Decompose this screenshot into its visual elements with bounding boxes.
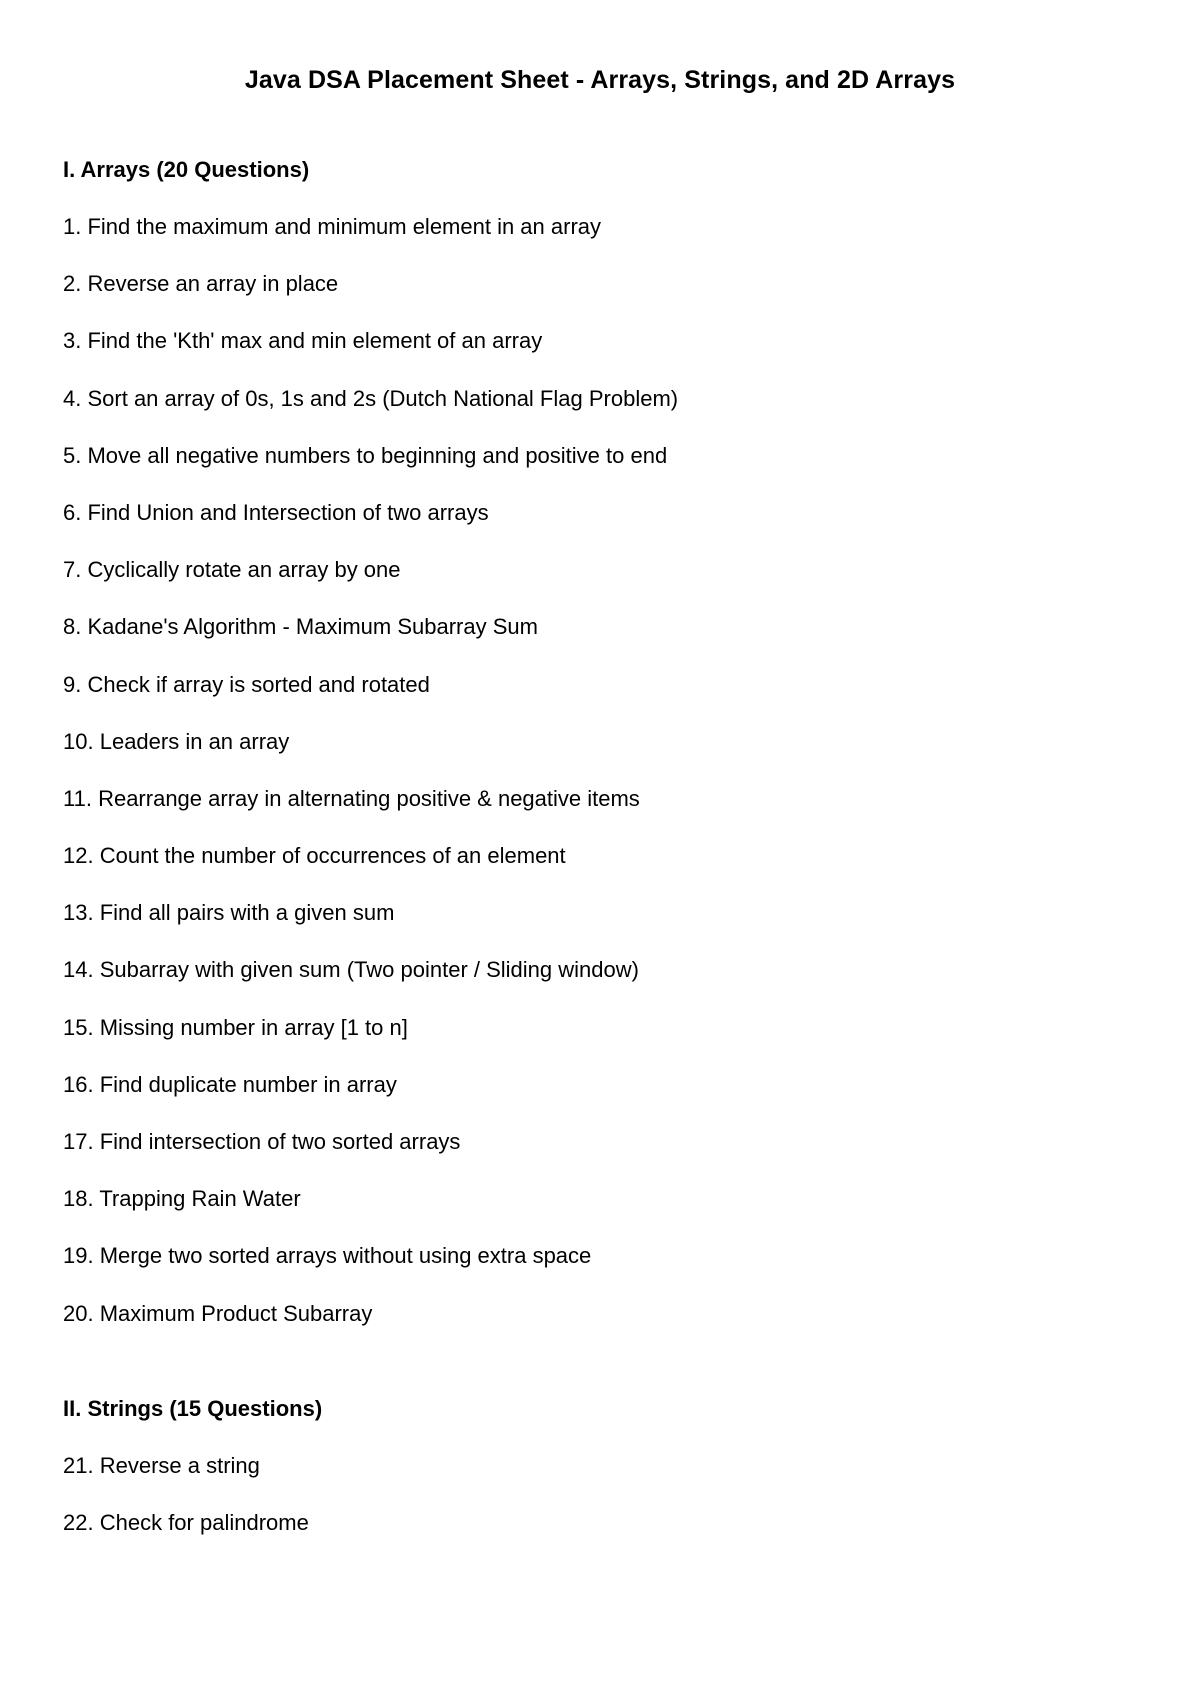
question-text: Merge two sorted arrays without using extra space bbox=[99, 1243, 592, 1269]
question-item bbox=[63, 614, 1143, 640]
question-text: Rearrange array in alternating positive & negative items bbox=[98, 785, 640, 811]
question-text: Sort an array of 0s, 1s and 2s (Dutch National Flag Problem) bbox=[87, 385, 679, 411]
question-text: Maximum Product Subarray bbox=[99, 1300, 373, 1326]
section-heading: I. Arrays (20 Questions) bbox=[63, 157, 310, 182]
section-arrays bbox=[63, 157, 1143, 1358]
question-text: Missing number in array [1 to n] bbox=[99, 1014, 408, 1040]
question-number: 18 . bbox=[63, 1186, 99, 1211]
question-number: 2 . bbox=[63, 271, 87, 296]
question-item bbox=[63, 1186, 1143, 1212]
question-text: Reverse a string bbox=[99, 1453, 260, 1478]
question-text: Trapping Rain Water bbox=[99, 1186, 301, 1212]
question-number: 1 . bbox=[63, 214, 87, 239]
question-text: Find the maximum and minimum element in an array bbox=[87, 214, 602, 239]
question-item bbox=[63, 1510, 1143, 1536]
question-number: 11 . bbox=[63, 786, 98, 811]
section-strings bbox=[63, 1396, 1143, 1567]
question-item bbox=[63, 672, 1143, 698]
question-item bbox=[63, 386, 1143, 412]
question-number: 6 . bbox=[63, 500, 87, 525]
question-number: 8 . bbox=[63, 614, 87, 639]
question-text: Reverse an array in place bbox=[87, 271, 339, 297]
question-number: 13 . bbox=[63, 900, 100, 925]
question-number: 7 . bbox=[63, 557, 87, 582]
question-number: 5 . bbox=[63, 443, 87, 468]
question-list bbox=[63, 214, 1143, 1327]
question-item bbox=[63, 957, 1143, 983]
question-item bbox=[63, 900, 1143, 926]
question-item bbox=[63, 271, 1143, 297]
question-item bbox=[63, 443, 1143, 469]
question-number: 10 . bbox=[63, 729, 100, 754]
question-number: 17 . bbox=[63, 1129, 100, 1154]
question-item bbox=[63, 1243, 1143, 1269]
question-text: Kadane's Algorithm - Maximum Subarray Sum bbox=[87, 614, 538, 640]
question-item bbox=[63, 500, 1143, 526]
question-item bbox=[63, 1301, 1143, 1327]
question-item bbox=[63, 1015, 1143, 1041]
question-number: 3 . bbox=[63, 328, 87, 353]
question-number: 21 . bbox=[63, 1453, 100, 1478]
question-item bbox=[63, 557, 1143, 583]
question-text: Leaders in an array bbox=[99, 728, 290, 754]
question-text: Find intersection of two sorted arrays bbox=[99, 1129, 461, 1154]
question-item bbox=[63, 1072, 1143, 1098]
question-item bbox=[63, 214, 1143, 240]
question-number: 9 . bbox=[63, 672, 87, 697]
question-item bbox=[63, 1129, 1143, 1155]
question-text: Subarray with given sum (Two pointer / Sliding window) bbox=[99, 957, 639, 983]
question-number: 16 . bbox=[63, 1072, 100, 1097]
question-number: 22 . bbox=[63, 1510, 100, 1535]
question-text: Count the number of occurrences of an element bbox=[99, 843, 566, 869]
question-text: Find the 'Kth' max and min element of an array bbox=[87, 328, 543, 354]
question-text: Find duplicate number in array bbox=[99, 1071, 397, 1097]
question-item bbox=[63, 843, 1143, 869]
question-text: Check for palindrome bbox=[99, 1510, 309, 1536]
question-number: 15 . bbox=[63, 1015, 100, 1040]
question-number: 14 . bbox=[63, 957, 100, 982]
question-text: Cyclically rotate an array by one bbox=[87, 557, 401, 583]
document-title: Java DSA Placement Sheet - Arrays, Strings, and 2D Arrays bbox=[244, 66, 956, 94]
question-number: 19 . bbox=[63, 1243, 100, 1268]
question-number: 4 . bbox=[63, 386, 87, 411]
question-item bbox=[63, 786, 1143, 812]
question-text: Find Union and Intersection of two arrays bbox=[87, 499, 489, 525]
question-list bbox=[63, 1453, 1143, 1536]
question-number: 20 . bbox=[63, 1301, 100, 1326]
question-text: Check if array is sorted and rotated bbox=[87, 671, 430, 697]
question-number: 12 . bbox=[63, 843, 100, 868]
question-text: Find all pairs with a given sum bbox=[99, 900, 395, 926]
section-heading: II. Strings (15 Questions) bbox=[63, 1396, 323, 1421]
question-text: Move all negative numbers to beginning and positive to end bbox=[87, 442, 668, 468]
question-item bbox=[63, 729, 1143, 755]
question-item bbox=[63, 328, 1143, 354]
question-item bbox=[63, 1453, 1143, 1479]
